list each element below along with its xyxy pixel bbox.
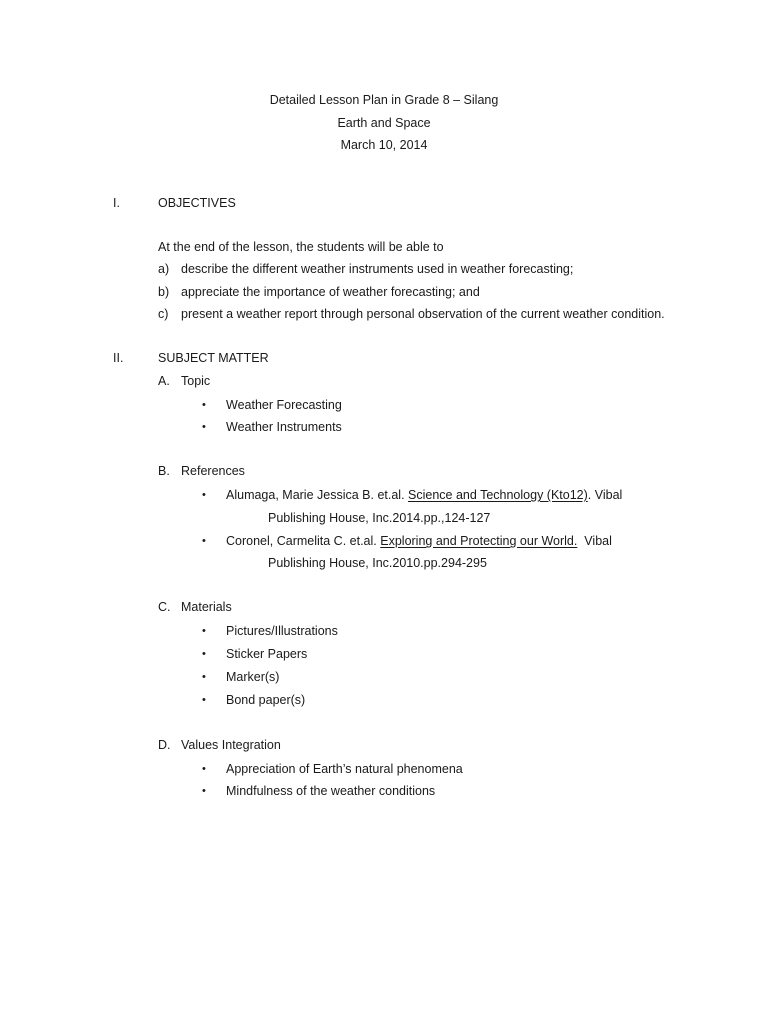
reference-publisher: . Vibal xyxy=(587,488,623,502)
objectives-intro: At the end of the lesson, the students will be able to xyxy=(158,240,444,254)
reference-publisher-line: Publishing House, Inc.2014.pp.,124-127 xyxy=(268,511,491,525)
section-numeral-1: I. xyxy=(113,196,120,210)
section-numeral-2: II. xyxy=(113,351,124,365)
list-item: Bond paper(s) xyxy=(226,693,306,707)
bullet-icon: • xyxy=(202,535,206,547)
objective-text: present a weather report through personal observation of the current weather condition. xyxy=(181,307,665,321)
reference-author: Alumaga, Marie Jessica B. et.al. xyxy=(226,488,405,502)
reference-author: Coronel, Carmelita C. et.al. xyxy=(226,534,377,548)
objective-marker: a) xyxy=(158,262,170,276)
bullet-icon: • xyxy=(202,421,206,433)
reference-book-title: Science and Technology (Kto12) xyxy=(408,488,588,502)
subsection-marker: A. xyxy=(158,374,170,388)
document-title: Detailed Lesson Plan in Grade 8 – Silang xyxy=(269,93,499,107)
subsection-label-values-integration: Values Integration xyxy=(181,738,281,752)
reference-publisher: Vibal xyxy=(577,534,612,548)
subsection-marker: C. xyxy=(158,600,171,614)
list-item: Marker(s) xyxy=(226,670,280,684)
list-item: Weather Forecasting xyxy=(226,398,342,412)
subsection-label-topic: Topic xyxy=(181,374,211,388)
bullet-icon: • xyxy=(202,648,206,660)
list-item: Appreciation of Earth’s natural phenomena xyxy=(226,762,463,776)
subsection-label-references: References xyxy=(181,464,245,478)
objective-text: appreciate the importance of weather forecasting; and xyxy=(181,285,480,299)
list-item: Mindfulness of the weather conditions xyxy=(226,784,436,798)
bullet-icon: • xyxy=(202,763,206,775)
reference-book-title: Exploring and Protecting our World. xyxy=(380,534,578,548)
section-heading-subject-matter: SUBJECT MATTER xyxy=(158,351,269,365)
bullet-icon: • xyxy=(202,399,206,411)
objective-text: describe the different weather instruments used in weather forecasting; xyxy=(181,262,574,276)
bullet-icon: • xyxy=(202,785,206,797)
objective-marker: b) xyxy=(158,285,170,299)
reference-entry xyxy=(226,487,622,503)
objective-marker: c) xyxy=(158,307,169,321)
subsection-marker: D. xyxy=(158,738,171,752)
document-subject: Earth and Space xyxy=(337,116,431,130)
bullet-icon: • xyxy=(202,625,206,637)
reference-publisher-line: Publishing House, Inc.2010.pp.294-295 xyxy=(268,556,487,570)
reference-entry xyxy=(226,533,612,549)
section-heading-objectives: OBJECTIVES xyxy=(158,196,236,210)
subsection-label-materials: Materials xyxy=(181,600,232,614)
document-date: March 10, 2014 xyxy=(340,138,428,152)
subsection-marker: B. xyxy=(158,464,170,478)
list-item: Sticker Papers xyxy=(226,647,308,661)
list-item: Weather Instruments xyxy=(226,420,342,434)
list-item: Pictures/Illustrations xyxy=(226,624,338,638)
bullet-icon: • xyxy=(202,489,206,501)
bullet-icon: • xyxy=(202,671,206,683)
bullet-icon: • xyxy=(202,694,206,706)
